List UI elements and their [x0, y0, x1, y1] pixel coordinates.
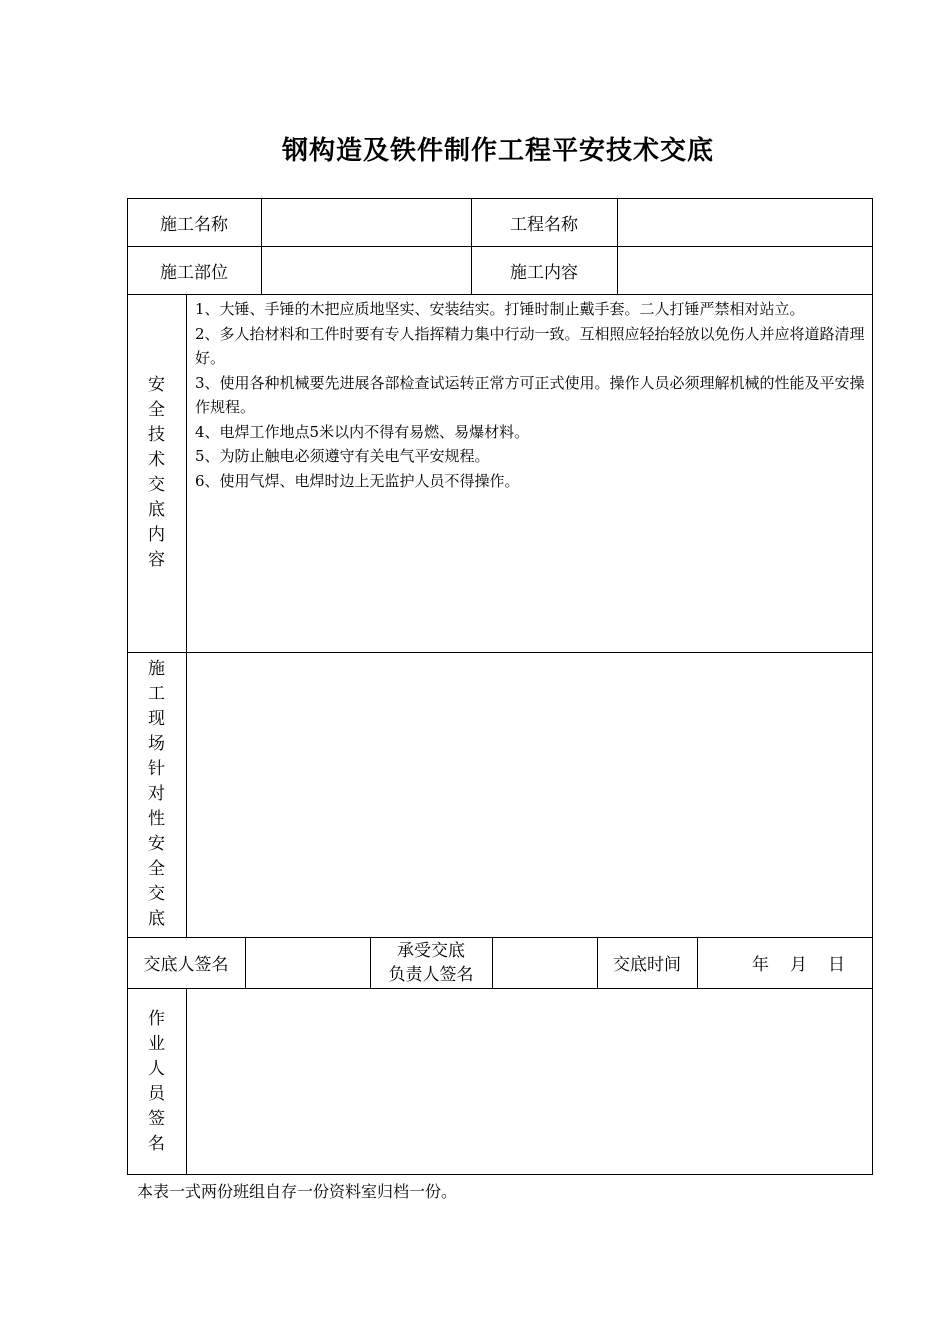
project-name-field[interactable] [617, 198, 873, 246]
safety-item: 1、大锤、手锤的木把应质地坚实、安装结实。打锤时制止戴手套。二人打锤严禁相对站立。 [195, 300, 805, 318]
page-title: 钢构造及铁件制作工程平安技术交底 [281, 136, 714, 166]
site-label-char: 全 [148, 859, 165, 879]
receiver-label-line2: 负责人签名 [388, 964, 474, 985]
disclosure-time-label: 交底时间 [613, 955, 681, 975]
workers-signature-label [127, 988, 186, 1175]
safety-item: 6、使用气焊、电焊时边上无监护人员不得操作。 [195, 471, 520, 490]
construction-name-field[interactable] [261, 198, 471, 246]
safety-label-char: 安 [148, 375, 165, 395]
safety-content-list [195, 297, 866, 493]
site-safety-label [127, 652, 186, 937]
safety-item: 3、使用各种机械要先进展各部检查试运转正常方可正式使用。操作人员必须理解机械的性能及平安操作规程。 [195, 373, 865, 416]
site-label-char: 交 [148, 884, 165, 904]
safety-item: 5、为防止触电必须遵守有关电气平安规程。 [195, 447, 490, 465]
receiver-label-line1: 承受交底 [397, 940, 465, 961]
site-label-char: 针 [148, 759, 165, 779]
safety-label-char: 交 [148, 475, 165, 495]
safety-label-char: 容 [148, 550, 165, 570]
workers-label-char: 业 [148, 1033, 165, 1054]
workers-signature-field[interactable] [187, 989, 872, 1174]
safety-label-char: 内 [148, 525, 165, 545]
workers-label-char: 名 [148, 1133, 165, 1154]
site-label-char: 性 [148, 809, 165, 829]
construction-content-label: 施工内容 [510, 262, 578, 283]
receiver-signature-field[interactable] [492, 937, 597, 988]
construction-name-label: 施工名称 [160, 214, 228, 235]
safety-label-char: 术 [148, 450, 165, 470]
safety-label-char: 底 [148, 500, 165, 520]
safety-item: 2、多人抬材料和工件时要有专人指挥精力集中行动一致。互相照应轻抬轻放以免伤人并应将道路清理好。 [195, 324, 865, 367]
site-label-char: 对 [148, 784, 165, 804]
project-name-label: 工程名称 [510, 214, 578, 235]
workers-label-char: 作 [148, 1008, 165, 1029]
site-label-char: 现 [148, 709, 165, 729]
discloser-signature-field[interactable] [245, 937, 370, 988]
discloser-signature-label: 交底人签名 [143, 955, 229, 975]
site-label-char: 安 [148, 834, 165, 854]
workers-label-char: 员 [148, 1083, 165, 1104]
site-safety-field[interactable] [187, 653, 872, 936]
safety-content-label [127, 294, 186, 652]
site-label-char: 场 [148, 734, 165, 754]
construction-part-label: 施工部位 [160, 262, 228, 283]
safety-label-char: 全 [148, 400, 165, 420]
site-label-char: 工 [148, 684, 165, 704]
footer-note: 本表一式两份班组自存一份资料室归档一份。 [137, 1182, 458, 1201]
construction-part-field[interactable] [261, 246, 471, 294]
site-label-char: 施 [148, 659, 165, 679]
workers-label-char: 签 [148, 1108, 165, 1129]
construction-content-field[interactable] [617, 246, 873, 294]
safety-label-char: 技 [148, 425, 165, 445]
disclosure-date-field[interactable]: 年 月 日 [752, 955, 847, 975]
receiver-signature-label [370, 937, 492, 988]
workers-label-char: 人 [148, 1058, 165, 1079]
site-label-char: 底 [148, 909, 165, 929]
safety-item: 4、电焊工作地点5米以内不得有易燃、易爆材料。 [195, 422, 530, 441]
